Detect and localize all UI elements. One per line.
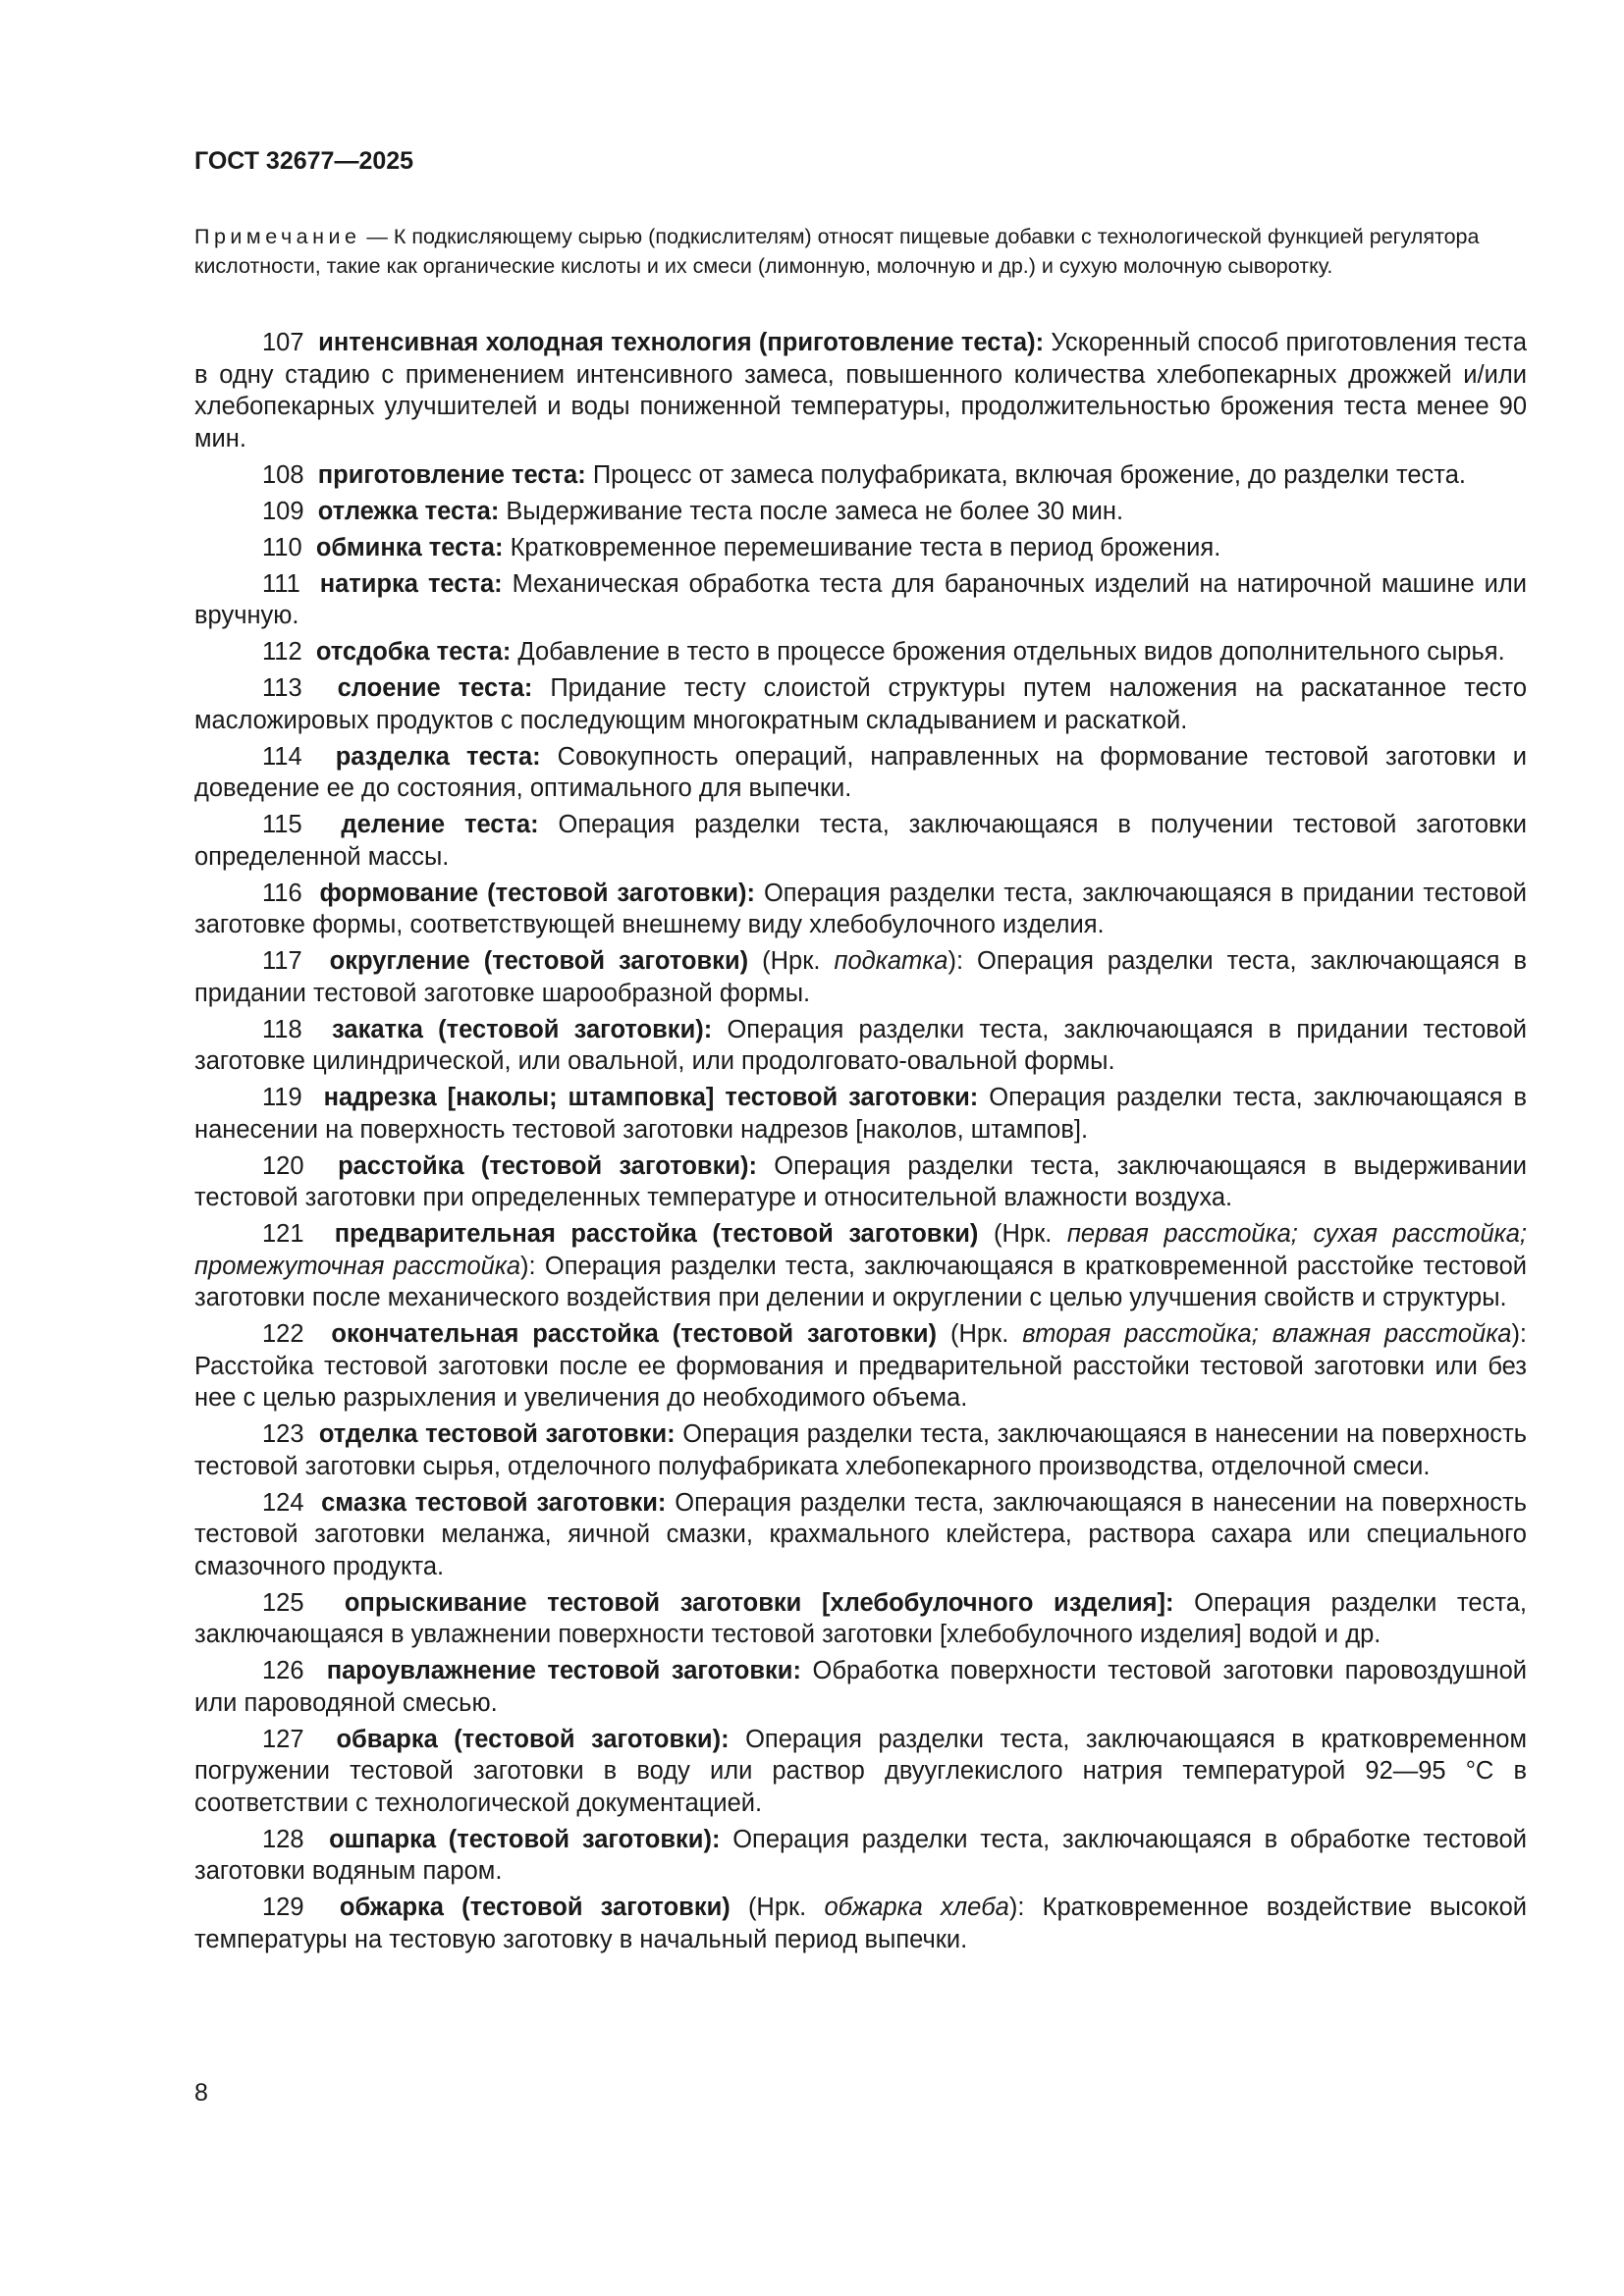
term-title: отсдобка теста: — [315, 638, 512, 666]
term-title: округление (тестовой заготовки) — [329, 947, 749, 975]
term-entry — [194, 1724, 1527, 1820]
term-number: 117 — [262, 947, 302, 975]
term-title: приготовление теста: — [317, 460, 586, 489]
term-number: 122 — [262, 1320, 304, 1348]
term-definition: Добавление в тесто в процессе брожения отдельных видов дополнительного сырья. — [517, 638, 1505, 666]
term-title: смазка тестовой заготовки: — [321, 1488, 667, 1517]
term-title: опрыскивание тестовой заготовки [хлебобулочного изделия]: — [344, 1588, 1174, 1617]
term-definition: Кратковременное перемешивание теста в период брожения. — [510, 533, 1221, 561]
term-title: обжарка (тестовой заготовки) — [339, 1894, 731, 1921]
term-entry — [194, 1824, 1527, 1888]
term-number: 115 — [262, 811, 302, 838]
term-entry — [194, 1587, 1527, 1651]
term-entry — [194, 1318, 1527, 1415]
term-entry — [194, 1218, 1527, 1314]
term-definition: Операция разделки теста, заключающаяся в обработке тестовой заготовки водяным паром. — [194, 1825, 1527, 1885]
term-synonym-prefix: (Нрк. — [730, 1894, 825, 1921]
terms-list — [194, 327, 1527, 1960]
term-entry — [194, 496, 1527, 528]
term-title: пароувлажнение тестовой заготовки: — [326, 1657, 801, 1684]
term-number: 128 — [262, 1825, 304, 1853]
term-entry — [194, 809, 1527, 873]
term-definition: Ускоренный способ приготовления теста в одну стадию с применением интенсивного замеса, повышенного количества хлебопекарных дрожжей и/или хлебопекарных улучшителей и воды пониженной температуры, продолжительностью брожения теста менее 90 мин. — [194, 329, 1528, 453]
term-number: 114 — [262, 742, 302, 771]
term-synonyms: подкатка — [834, 947, 948, 975]
term-number: 129 — [262, 1894, 304, 1921]
term-number: 126 — [262, 1657, 304, 1684]
term-entry — [194, 1418, 1527, 1482]
term-title: отделка тестовой заготовки: — [318, 1420, 676, 1448]
term-title: предварительная расстойка (тестовой заготовки) — [334, 1220, 979, 1248]
term-title: слоение теста: — [337, 674, 533, 702]
term-definition: ): Операция разделки теста, заключающаяся в кратковременной расстойке тестовой заготовки после механического воздействия при делении и округлении с целью улучшения свойств и структуры. — [194, 1252, 1527, 1311]
term-title: формование (тестовой заготовки): — [319, 879, 756, 907]
term-definition: Совокупность операций, направленных на формование тестовой заготовки и доведение ее до состояния, оптимального для выпечки. — [194, 742, 1528, 802]
term-definition: Операция разделки теста, заключающаяся в нанесении на поверхность тестовой заготовки сырья, отделочного полуфабриката хлебопекарного производства, отделочной смеси. — [194, 1420, 1528, 1480]
term-definition: ): Операция разделки теста, заключающаяся в придании тестовой заготовке шарообразной формы. — [194, 947, 1528, 1007]
term-title: натирка теста: — [319, 569, 503, 598]
term-title: надрезка [наколы; штамповка] тестовой заготовки: — [323, 1084, 979, 1111]
term-number: 112 — [262, 638, 302, 666]
term-definition: Операция разделки теста, заключающаяся в увлажнении поверхности тестовой заготовки [хлебобулочного изделия] водой и др. — [194, 1588, 1527, 1648]
term-title: интенсивная холодная технология (приготовление теста): — [318, 329, 1045, 356]
note-label: Примечание — [194, 225, 361, 248]
term-synonyms: вторая расстойка; влажная расстойка — [1022, 1320, 1512, 1348]
term-definition: Выдерживание теста после замеса не более 30 мин. — [506, 497, 1124, 525]
term-title: обварка (тестовой заготовки): — [336, 1725, 730, 1753]
page-number: 8 — [194, 2079, 208, 2107]
term-number: 110 — [262, 533, 302, 561]
term-entry — [194, 1655, 1527, 1719]
term-title: обминка теста: — [315, 533, 504, 561]
term-number: 127 — [262, 1725, 304, 1753]
term-title: расстойка (тестовой заготовки): — [338, 1151, 757, 1180]
term-synonym-prefix: (Нрк. — [937, 1320, 1023, 1348]
term-number: 107 — [262, 329, 304, 356]
term-title: окончательная расстойка (тестовой заготовки) — [331, 1320, 938, 1348]
term-definition: Операция разделки теста, заключающаяся в придании тестовой заготовке формы, соответствующей внешнему виду хлебобулочного изделия. — [194, 879, 1528, 938]
term-definition: Придание тесту слоистой структуры путем наложения на раскатанное тесто масложировых продуктов с последующим многократным складыванием и раскаткой. — [194, 674, 1528, 734]
term-definition: Обработка поверхности тестовой заготовки паровоздушной или пароводяной смесью. — [194, 1657, 1528, 1717]
term-number: 123 — [262, 1420, 304, 1448]
note-paragraph — [194, 222, 1527, 281]
term-title: деление теста: — [341, 811, 539, 838]
term-number: 121 — [262, 1220, 304, 1248]
term-entry — [194, 1487, 1527, 1583]
term-number: 108 — [262, 460, 304, 489]
term-entry — [194, 327, 1527, 454]
term-title: разделка теста: — [335, 742, 541, 771]
term-title: закатка (тестовой заготовки): — [332, 1015, 713, 1043]
term-definition: Операция разделки теста, заключающаяся в выдерживании тестовой заготовки при определенных температуре и относительной влажности воздуха. — [194, 1151, 1528, 1211]
term-definition: Операция разделки теста, заключающаяся в придании тестовой заготовке цилиндрической, или овальной, или продолговато-овальной формы. — [194, 1015, 1527, 1075]
term-definition: ): Расстойка тестовой заготовки после ее формования и предварительной расстойки тестовой заготовки или без нее с целью разрыхления и увеличения до необходимого объема. — [194, 1320, 1528, 1412]
term-entry — [194, 741, 1527, 805]
term-synonyms: обжарка хлеба — [824, 1894, 1009, 1921]
term-entry — [194, 636, 1527, 668]
term-number: 109 — [262, 497, 304, 525]
term-entry — [194, 945, 1527, 1009]
term-entry — [194, 568, 1527, 632]
term-definition: ): Кратковременное воздействие высокой температуры на тестовую заготовку в начальный период выпечки. — [194, 1894, 1528, 1953]
term-number: 111 — [262, 569, 300, 598]
term-title: ошпарка (тестовой заготовки): — [329, 1825, 721, 1853]
term-number: 113 — [262, 674, 302, 702]
term-number: 119 — [262, 1084, 302, 1111]
term-title: отлежка теста: — [317, 497, 500, 525]
term-number: 125 — [262, 1588, 304, 1617]
term-definition: Механическая обработка теста для бараночных изделий на натирочной машине или вручную. — [194, 569, 1527, 629]
term-synonyms: первая расстойка; сухая расстойка; промежуточная расстойка — [194, 1220, 1527, 1280]
term-entry — [194, 878, 1527, 941]
note-text: — К подкисляющему сырью (подкислителям) относят пищевые добавки с технологической функцией регулятора кислотности, такие как органические кислоты и их смеси (лимонную, молочную и др.) и сухую молочную сыворотку. — [194, 225, 1480, 278]
document-header: ГОСТ 32677—2025 — [194, 147, 414, 175]
term-definition: Операция разделки теста, заключающаяся в кратковременном погружении тестовой заготовки в воду или раствор двууглекислого натрия температурой 92—95 °С в соответствии с технологической документацией. — [194, 1725, 1528, 1817]
term-definition: Операция разделки теста, заключающаяся в нанесении на поверхность тестовой заготовки надрезов [наколов, штампов]. — [194, 1084, 1528, 1144]
term-synonym-prefix: (Нрк. — [748, 947, 835, 975]
term-synonym-prefix: (Нрк. — [978, 1220, 1067, 1248]
term-entry — [194, 532, 1527, 564]
term-definition: Операция разделки теста, заключающаяся в получении тестовой заготовки определенной массы. — [194, 811, 1528, 871]
term-entry — [194, 672, 1527, 736]
term-entry — [194, 1082, 1527, 1146]
term-number: 120 — [262, 1151, 304, 1180]
term-number: 116 — [262, 879, 302, 907]
term-entry — [194, 1892, 1527, 1955]
term-number: 124 — [262, 1488, 304, 1517]
term-definition: Процесс от замеса полуфабриката, включая брожение, до разделки теста. — [592, 460, 1466, 489]
term-number: 118 — [262, 1015, 302, 1043]
term-entry — [194, 459, 1527, 492]
term-definition: Операция разделки теста, заключающаяся в нанесении на поверхность тестовой заготовки меланжа, яичной смазки, крахмального клейстера, раствора сахара или специального смазочного продукта. — [194, 1488, 1528, 1580]
term-entry — [194, 1014, 1527, 1078]
term-entry — [194, 1150, 1527, 1214]
